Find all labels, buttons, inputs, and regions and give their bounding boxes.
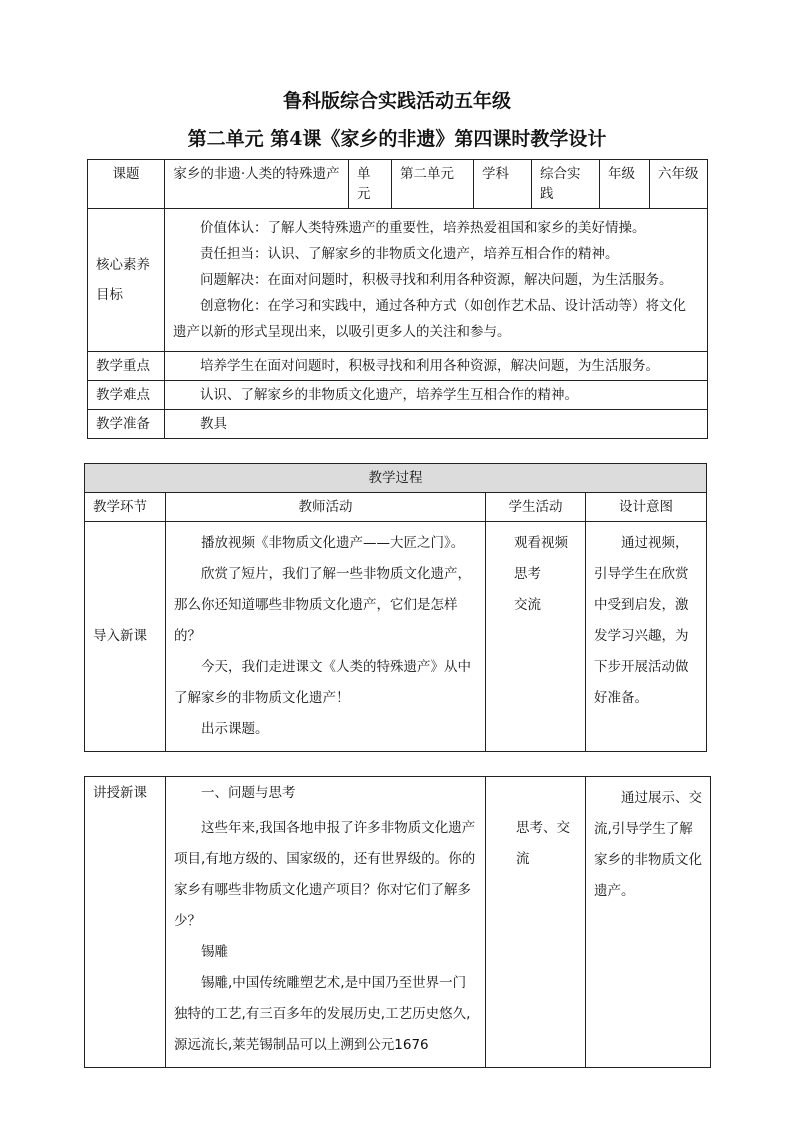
document-subtitle: 第二单元 第4课《家乡的非遗》第四课时教学设计 (187, 128, 607, 150)
intro-design-intent: 通过视频，引导学生在欣赏中受到启发，激发学习兴趣，为下步开展活动做好准备。 (586, 522, 707, 752)
core-goal-item: 问题解决：在面对问题时，积极寻找和利用各种资源，解决问题，为生活服务。 (200, 272, 673, 288)
process-column-headers (85, 493, 707, 522)
new-lesson-student-activity: 思考、交流 (486, 777, 586, 1068)
document-title: 鲁科版综合实践活动五年级 (282, 90, 511, 112)
col-stage-header: 教学环节 (85, 493, 166, 522)
col-intent-header: 设计意图 (586, 493, 707, 522)
new-lesson-table (84, 776, 711, 1068)
teaching-process-table (84, 463, 707, 752)
process-header: 教学过程 (85, 464, 707, 493)
teacher-paragraph: 欣赏了短片，我们了解一些非物质文化遗产，那么你还知道哪些非物质文化遗产，它们是怎样的？ (174, 566, 471, 644)
core-goal-item: 创意物化：在学习和实践中，通过各种方式（如创作艺术品、设计活动等）将文化遗产以新的形式呈现出来，以吸引更多人的关注和参与。 (173, 298, 686, 340)
teacher-paragraph: 今天，我们走进课文《人类的特殊遗产》从中了解家乡的非物质文化遗产！ (174, 659, 471, 706)
prep-label: 教学准备 (88, 410, 165, 439)
difficulty-row (88, 381, 708, 410)
grade-label: 年级 (600, 160, 650, 209)
student-activity-item: 交流 (514, 597, 541, 613)
course-value: 家乡的非遗·人类的特殊遗产 (165, 160, 349, 209)
new-lesson-teacher-activity (166, 777, 486, 1068)
intro-teacher-activity (166, 522, 486, 752)
intro-stage: 导入新课 (85, 522, 166, 752)
prep-value: 教具 (165, 410, 708, 439)
lesson-info-table (87, 159, 708, 439)
intro-student-activity (486, 522, 586, 752)
col-teacher-header: 教师活动 (166, 493, 486, 522)
core-goal-item: 责任担当：认识、了解家乡的非物质文化遗产，培养互相合作的精神。 (200, 246, 619, 262)
student-activity-item: 观看视频 (514, 535, 568, 551)
prep-row (88, 410, 708, 439)
teacher-paragraph: 出示课题。 (201, 721, 269, 737)
core-goal-item: 价值体认：了解人类特殊遗产的重要性，培养热爱祖国和家乡的美好情操。 (200, 220, 646, 236)
teacher-paragraph: 播放视频《非物质文化遗产——大匠之门》。 (201, 535, 465, 551)
teacher-paragraph: 锡雕,中国传统雕塑艺术,是中国乃至世界一门独特的工艺,有三百多年的发展历史,工艺历史悠久,源远流长,莱芜锡制品可以上溯到公元1676 (174, 975, 471, 1053)
teacher-paragraph: 一、问题与思考 (201, 785, 296, 801)
subject-value: 综合实践 (532, 160, 600, 209)
core-goals-content (165, 209, 708, 352)
key-point-row (88, 352, 708, 381)
course-label: 课题 (88, 160, 165, 209)
unit-label: 单元 (349, 160, 392, 209)
new-lesson-design-intent: 通过展示、交流,引导学生了解家乡的非物质文化遗产。 (586, 777, 711, 1068)
difficulty-value: 认识、了解家乡的非物质文化遗产，培养学生互相合作的精神。 (165, 381, 708, 410)
course-row (88, 160, 708, 209)
difficulty-label: 教学难点 (88, 381, 165, 410)
grade-value: 六年级 (650, 160, 708, 209)
teacher-paragraph: 锡雕 (201, 944, 228, 960)
key-point-label: 教学重点 (88, 352, 165, 381)
key-point-value: 培养学生在面对问题时，积极寻找和利用各种资源，解决问题，为生活服务。 (165, 352, 708, 381)
unit-value: 第二单元 (392, 160, 474, 209)
core-goals-label: 核心素养目标 (88, 209, 165, 352)
teacher-paragraph: 这些年来,我国各地申报了许多非物质文化遗产项目,有地方级的、国家级的，还有世界级的。你的家乡有哪些非物质文化遗产项目？你对它们了解多少？ (174, 820, 476, 929)
col-student-header: 学生活动 (486, 493, 586, 522)
process-header-row (85, 464, 707, 493)
subject-label: 学科 (474, 160, 532, 209)
new-lesson-stage: 讲授新课 (85, 777, 166, 1068)
intro-row (85, 522, 707, 752)
student-activity-item: 思考 (514, 566, 541, 582)
new-lesson-row (85, 777, 711, 1068)
core-goals-row (88, 209, 708, 352)
